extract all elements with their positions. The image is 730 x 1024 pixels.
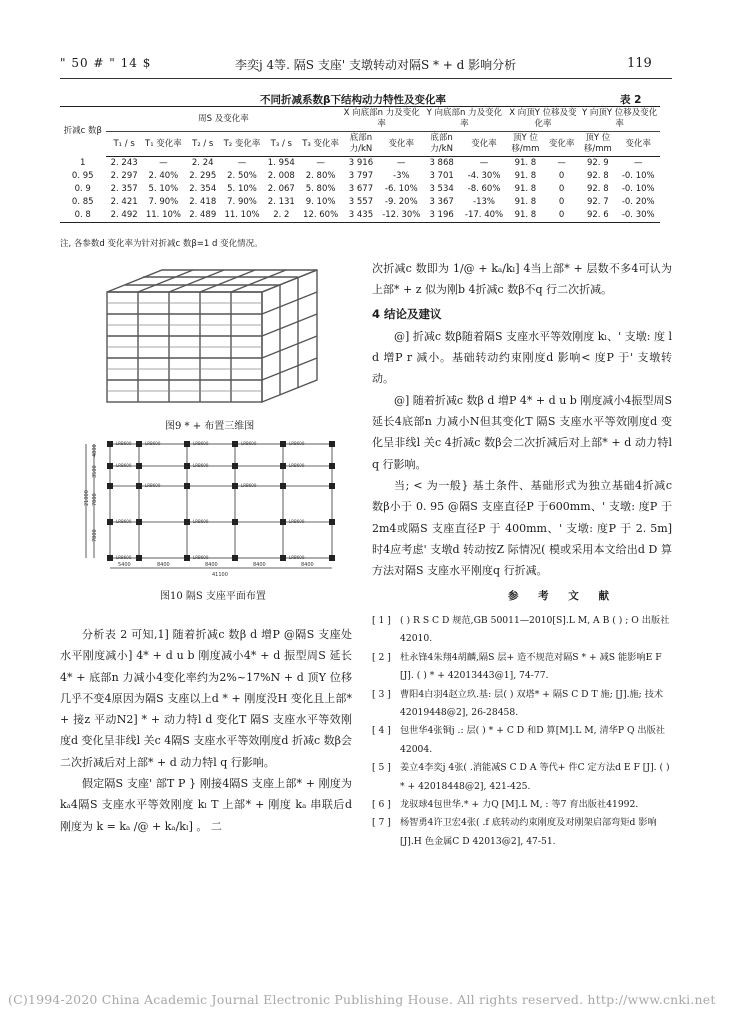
dimension-label: 7800 xyxy=(92,493,98,506)
table-cell: 3 367 xyxy=(429,197,454,207)
paragraph: 当; < 为一般} 基土条件、基础形式为独立基础4折减c 数β小于 0. 95 @隔S 支座直径P 于600mm、' 支墩: 度P 于 2m4或隔S 支座直径P 于 400mm、' 支墩: 度P 于 2. 5m] 时4应考虑' 支墩d 转动按Z 际情况( 模或采用本文给出d D 算方法对隔S 支座水平刚度q 行折减。 xyxy=(372,478,672,578)
table-cell: 0 xyxy=(544,209,579,223)
bearing-label: LRB600 xyxy=(241,483,257,488)
table-row xyxy=(60,170,660,183)
table-label: 表 2 xyxy=(620,94,642,106)
bearing-label: LRB600 xyxy=(116,463,132,468)
dimension-label: 8400 xyxy=(205,562,218,568)
table-cell: 0. 9 xyxy=(74,184,91,194)
reference-text: ( ) R S C D 规范,GB 50011—2010[S].L M, A B ( ) ; O 出版社42010. xyxy=(400,615,670,645)
header-x-force-group: X 向底部n 力及变化率 xyxy=(341,107,422,132)
bearing-label: LRB600 xyxy=(116,441,132,446)
table-cell: -17. 40% xyxy=(461,209,507,223)
bearing-label: LRB600 xyxy=(193,441,209,446)
table-cell: 11. 10% xyxy=(221,209,262,223)
dimension-total-vertical: 21000 xyxy=(84,490,90,506)
table-row xyxy=(60,157,660,171)
table-cell: 2. 80% xyxy=(305,171,336,181)
paragraph: @] 折减c 数β随着隔S 支座水平等效刚度 kₗ、' 支墩: 度 l d 增P r 减小。基础转动约束刚度d 影响< 度P 于' 支墩转动。 xyxy=(372,329,673,386)
table-cell: — xyxy=(159,158,168,168)
header-x-disp: 顶Y 位移/mm xyxy=(507,132,544,157)
page-number: 119 xyxy=(627,56,652,71)
table-cell: 3 557 xyxy=(348,197,374,207)
left-column-text xyxy=(60,624,352,837)
table-cell: 0 xyxy=(558,197,565,207)
table-cell: -8. 60% xyxy=(467,184,501,194)
running-header-title: 李奕j 4等. 隔S 支座' 支墩转动对隔S * + d 影响分析 xyxy=(235,58,517,72)
reference-text: 龙驭球4包世华.* + 力Q [M].L M, : 等7 育出版社41992. xyxy=(400,799,639,811)
header-y-force-rate: 变化率 xyxy=(461,132,507,157)
reference-list xyxy=(372,612,672,851)
table-cell: -13% xyxy=(473,197,495,207)
table-note: 注, 各参数d 变化率为针对折减c 数β=1 d 变化情况。 xyxy=(60,239,263,249)
table-cell: 3 196 xyxy=(422,209,461,223)
table-cell: 2. 50% xyxy=(227,171,257,181)
table-cell: 91. 8 xyxy=(507,209,544,223)
table-cell: 3 868 xyxy=(429,158,454,168)
table-cell: 2. 243 xyxy=(110,158,138,168)
dimension-label: 8400 xyxy=(301,562,314,568)
paragraph: 次折减c 数即为 1/@ + kₐ/kₗ] 4当上部* + 层数不多4可认为上部* + z 似为刚b 4折减c 数β不q 行二次折减。 xyxy=(372,262,672,297)
table-cell: 2. 40% xyxy=(148,171,179,181)
header-beta: 折减c 数β xyxy=(60,107,106,157)
table-cell: 3 797 xyxy=(348,171,374,181)
reference-number: [ 7 ] xyxy=(372,817,391,829)
reference-item xyxy=(372,796,672,814)
table-cell: 11. 10% xyxy=(143,209,184,223)
bearing-label: LRB600 xyxy=(193,519,209,524)
bearing-label: LRB600 xyxy=(289,519,305,524)
table-cell: -12. 30% xyxy=(381,209,422,223)
table-cell: 0. 95 xyxy=(71,171,94,181)
reference-item xyxy=(372,686,672,723)
table-cell: 3 677 xyxy=(348,184,374,194)
table-cell: 2. 008 xyxy=(267,171,295,181)
table-cell: 2. 297 xyxy=(110,171,138,181)
header-t3: T₃ / s xyxy=(263,132,300,157)
reference-number: [ 2 ] xyxy=(372,651,391,663)
header-y-disp: 顶Y 位移/mm xyxy=(579,132,616,157)
table-row xyxy=(60,183,660,196)
table-cell: — xyxy=(633,158,643,168)
table-cell: 2. 357 xyxy=(110,184,138,194)
reference-text: 包世华4张铜j .: 层( ) * + C D 和D 算[M].L M, 清华P Q 出版社42004. xyxy=(400,725,665,755)
table-cell: 9. 10% xyxy=(305,197,336,207)
reference-item xyxy=(372,759,672,796)
table-cell: 2. 067 xyxy=(267,184,295,194)
paragraph: 分析表 2 可知,1] 随着折减c 数β d 增P @隔S 支座处水平刚度减小] 4* + d u b 刚度减小4* + d 振型周S 延长4* + 底部n 力减小4变化率约为2%~17%N + d 顶Y 位移几乎不变4原因为隔S 支座以上d * + 刚度没H 变化且上部* + 接z 平动N2] * + 动力特l d 变化T 隔S 支座水平等效刚度d 变化呈非线l 关c 4隔S 支座水平等效刚度d 折减c 数β会二次折减后对上部* + d 动力特l q 行影响。 xyxy=(60,628,352,769)
table-cell: 7. 90% xyxy=(148,197,179,207)
bearing-plan-figure xyxy=(80,438,342,580)
table-cell: 3 534 xyxy=(429,184,454,194)
reference-item xyxy=(372,722,672,759)
table-cell: 92. 8 xyxy=(586,171,609,181)
table-cell: 91. 8 xyxy=(514,197,537,207)
header-t2: T₂ / s xyxy=(184,132,221,157)
header-y-disp-rate: 变化率 xyxy=(616,132,660,157)
header-x-force: 底部n 力/kN xyxy=(341,132,380,157)
header-x-disp-group: X 向顶Y 位移及变化率 xyxy=(507,107,579,132)
table-cell: 91. 8 xyxy=(514,158,537,168)
dimension-label: 8400 xyxy=(157,562,170,568)
table-cell: — xyxy=(316,158,325,168)
reference-item xyxy=(372,649,672,686)
table-cell: — xyxy=(397,158,406,168)
table-cell: 2. 24 xyxy=(191,158,214,168)
table-cell: 3 701 xyxy=(429,171,454,181)
table-cell: 2. 421 xyxy=(110,197,138,207)
table-row xyxy=(60,196,660,209)
header-y-force-group: Y 向底部n 力及变化率 xyxy=(422,107,507,132)
table-cell: 3 435 xyxy=(341,209,380,223)
reference-number: [ 1 ] xyxy=(372,615,391,626)
bearing-label: LRB600 xyxy=(193,555,209,560)
table-cell: 92. 9 xyxy=(586,158,609,168)
table-cell: 2. 418 xyxy=(189,197,217,207)
reference-number: [ 3 ] xyxy=(372,688,391,700)
table-cell: 7. 90% xyxy=(227,197,257,207)
right-column-text xyxy=(372,258,672,581)
table-cell: -0. 20% xyxy=(621,197,655,207)
table-cell: -3% xyxy=(393,171,410,181)
table-cell: 12. 60% xyxy=(300,209,341,223)
table-cell: -0. 10% xyxy=(621,171,655,181)
dimension-label: 4800 xyxy=(92,444,98,457)
header-x-disp-rate: 变化率 xyxy=(544,132,579,157)
table-cell: — xyxy=(237,158,247,168)
table-cell: — xyxy=(479,158,489,168)
table-cell: 91. 8 xyxy=(514,171,537,181)
table-cell: 2. 295 xyxy=(189,171,217,181)
paragraph: 假定隔S 支座' 部T P } 刚接4隔S 支座上部* + 刚度为 kₐ4隔S 支座水平等效刚度 kₗ T 上部* + 刚度 kₐ 串联后d 刚度为 k = kₐ /@ + kₐ/kₗ] 。 二 xyxy=(60,777,352,833)
bearing-label: LRB600 xyxy=(241,441,257,446)
table-cell: 5. 10% xyxy=(148,184,179,194)
bearing-label: LRB600 xyxy=(193,463,209,468)
table-title: 不同折减系数β下结构动力特性及变化率 xyxy=(260,94,447,106)
table-cell: -0. 10% xyxy=(621,184,655,194)
running-header-volume: " 50 # " 14 $ xyxy=(60,56,152,70)
bearing-label: LRB600 xyxy=(116,555,132,560)
header-period-group: 周S 及变化率 xyxy=(106,107,342,132)
header-x-force-rate: 变化率 xyxy=(381,132,422,157)
bearing-label: LRB600 xyxy=(289,463,305,468)
header-t2-rate: T₂ 变化率 xyxy=(221,132,262,157)
bearing-label: LRB600 xyxy=(116,519,132,524)
header-t1: T₁ / s xyxy=(106,132,143,157)
table-cell: -9. 20% xyxy=(384,197,418,207)
table-cell: 2. 131 xyxy=(267,197,295,207)
table-cell: 91. 8 xyxy=(514,184,537,194)
copyright-footer: (C)1994-2020 China Academic Journal Electronic Publishing House. All rights reserved. http://www.cnki.net xyxy=(8,992,716,1007)
header-y-disp-group: Y 向顶Y 位移及变化率 xyxy=(579,107,660,132)
table-cell: 0 xyxy=(558,184,565,194)
paragraph: @] 随着折减c 数β d 增P 4* + d u b 刚度减小4振型周S 延长4底部n 力减小N但其变化T 隔S 支座水平等效刚度d 变化呈非线l 关c 4折减c 数β会二次折减后对上部* + d 动力特l q 行影响。 xyxy=(372,393,672,471)
bearing-label: LRB600 xyxy=(289,441,305,446)
reference-item xyxy=(372,612,672,649)
reference-number: [ 5 ] xyxy=(372,762,391,774)
table-cell: -0. 30% xyxy=(616,209,660,223)
table-cell: 2. 492 xyxy=(106,209,143,223)
dimension-label: 5400 xyxy=(118,562,131,568)
table-cell: -6. 10% xyxy=(384,184,418,194)
table-row xyxy=(60,209,660,223)
table-cell: 92. 7 xyxy=(586,197,609,207)
bearing-label: LRB600 xyxy=(289,555,305,560)
table-cell: 1 xyxy=(80,157,86,168)
figure-10-caption: 图10 隔S 支座平面布置 xyxy=(160,591,266,602)
reference-number: [ 6 ] xyxy=(372,799,391,811)
header-rule xyxy=(60,78,672,79)
data-table xyxy=(60,106,660,223)
bearing-label: LRB600 xyxy=(145,441,161,446)
table-cell: 5. 80% xyxy=(305,184,336,194)
reference-text: 杜永锋4朱翔4胡麟,隔S 层+ 造不规范对隔S * + 减S 能影响E F [J]. ( ) * + 42013443@1], 74-77. xyxy=(400,651,662,682)
dimension-label: 3500 xyxy=(92,465,98,478)
reference-item xyxy=(372,814,672,851)
figure-9-caption: 图9 * + 布置三维图 xyxy=(165,421,255,432)
table-cell: -4. 30% xyxy=(467,171,501,181)
table-cell: 0. 8 xyxy=(60,209,106,223)
table-cell: 2. 489 xyxy=(184,209,221,223)
table-cell: 92. 6 xyxy=(579,209,616,223)
bearing-label: LRB600 xyxy=(145,483,161,488)
reference-number: [ 4 ] xyxy=(372,725,391,737)
table-cell: 2. 354 xyxy=(189,184,217,194)
reference-text: 杨智勇4许卫宏4张( .f 底转动约束刚度及对刚架启部弯矩d 影响[J].H 色金属C D 42013@2], 47-51. xyxy=(400,817,657,847)
references-heading: 参 考 文 献 xyxy=(508,590,617,602)
dimension-label: 7800 xyxy=(92,529,98,542)
table-cell: 0 xyxy=(558,171,565,181)
table-cell: 92. 8 xyxy=(586,184,609,194)
header-y-force: 底部n 力/kN xyxy=(422,132,461,157)
dimension-label: 8400 xyxy=(253,562,266,568)
header-t1-rate: T₁ 变化率 xyxy=(143,132,184,157)
table-cell: 5. 10% xyxy=(227,184,257,194)
dimension-total: 41100 xyxy=(212,572,228,578)
reference-text: 姜立4李奕j 4张( .消能减S C D A 等代+ 件C 定方法d E F [J]. ( ) * + 42018448@2], 421-425. xyxy=(400,762,670,792)
header-t3-rate: T₃ 变化率 xyxy=(300,132,341,157)
table-cell: 0. 85 xyxy=(71,197,94,207)
reference-text: 曹阳4白羽4赵立玖.基: 层( ) 双塔* + 隔S C D T 施; [J].施; 技术42019448@2], 26-28458. xyxy=(400,688,664,719)
section-heading: 4 结论及建议 xyxy=(372,306,442,321)
structure-3d-figure xyxy=(95,262,330,412)
table-cell: 1. 954 xyxy=(267,158,295,168)
table-cell: 3 916 xyxy=(348,158,374,168)
table-cell: — xyxy=(557,158,566,168)
table-cell: 2. 2 xyxy=(263,209,300,223)
